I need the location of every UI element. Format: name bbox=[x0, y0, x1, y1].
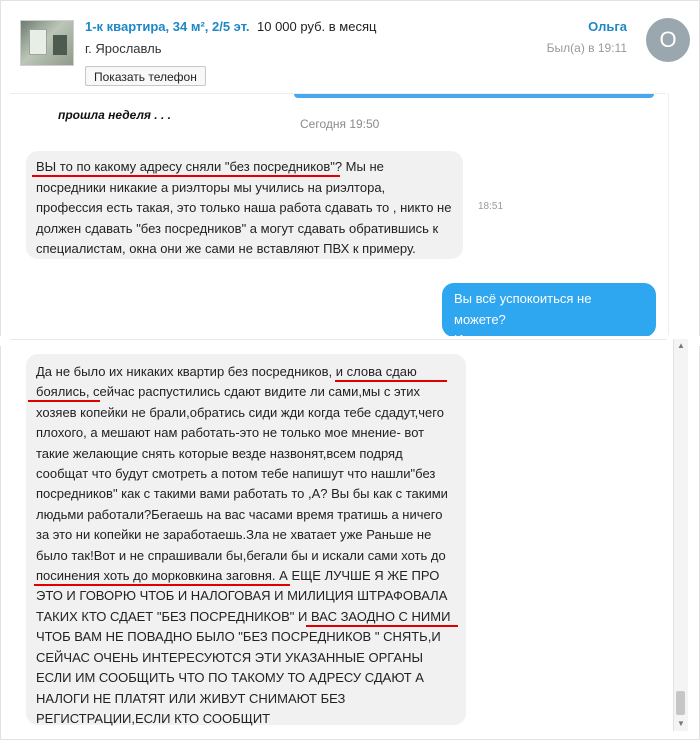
message-line: плохого, а мешают нам работать-это не только мое мнение- вот bbox=[36, 425, 425, 441]
red-underline bbox=[306, 625, 458, 627]
column-divider bbox=[668, 93, 669, 335]
message-line: РЕГИСТРАЦИИ,ЕСЛИ КТО СООБЩИТ bbox=[36, 710, 271, 726]
date-separator: Сегодня 19:50 bbox=[300, 117, 380, 131]
message-line: Да не было их никаких квартир без посредников, и слова сдаю bbox=[36, 364, 417, 379]
message-line: специалистам, окна они же сами не вставляют ПВХ к примеру. bbox=[36, 241, 416, 256]
message-line: Вы всё успокоиться не можете? bbox=[454, 291, 592, 327]
red-underline bbox=[32, 175, 340, 177]
message-line: людьми работали?Бегаешь на вас часами время тратишь а ничего bbox=[36, 506, 443, 522]
message-line: посредники никакие а риэлторы мы учились на риэлтора, bbox=[36, 179, 386, 195]
red-underline bbox=[28, 400, 100, 402]
overlay-note: прошла неделя . . . bbox=[58, 108, 171, 122]
listing-city: г. Ярославль bbox=[85, 41, 162, 56]
message-line: было так!Вот и не спрашивали бы,бегали бы и искали сами хоть до bbox=[36, 547, 446, 563]
user-last-seen: Был(а) в 19:11 bbox=[546, 41, 627, 55]
scrollbar-thumb[interactable] bbox=[676, 691, 685, 715]
message-line: хозяев копейки не брали,обратись сиди жди когда тебе сдадут,чего bbox=[36, 404, 444, 420]
listing-price: 10 000 руб. в месяц bbox=[257, 19, 377, 34]
message-line: посинения хоть до морковкина заговня. А ЕЩЕ ЛУЧШЕ Я ЖЕ ПРО bbox=[36, 568, 440, 584]
message-line: за это ни копейки не заработаешь.Зла не хватает уже Раньше не bbox=[36, 527, 432, 543]
show-phone-button[interactable]: Показать телефон bbox=[85, 66, 206, 86]
message-line: профессия есть такая, это только наша работа сдавать то , никто не bbox=[36, 200, 452, 215]
message-line: ВЫ то по какому адресу сняли "без посредников"? Мы не bbox=[36, 159, 384, 174]
chat-area-top bbox=[10, 93, 666, 336]
red-underline bbox=[34, 584, 290, 586]
scroll-up-arrow-icon[interactable]: ▲ bbox=[677, 341, 685, 350]
user-name-link[interactable]: Ольга bbox=[588, 19, 627, 34]
message-line: ЭТО И ГОВОРЮ ЧТОБ И НАЛОГОВАЯ И МИЛИЦИЯ ШТРАФОВАЛА bbox=[36, 588, 448, 604]
listing-title-link[interactable]: 1-к квартира, 34 м², 2/5 эт. bbox=[85, 19, 250, 34]
message-line: СЕЙЧАС ОЧЕНЬ ИНТЕРЕСУЮТСЯ ЭТИ УКАЗАННЫЕ ОРГАНЫ bbox=[36, 649, 423, 665]
scroll-down-arrow-icon[interactable]: ▼ bbox=[677, 719, 685, 728]
message-line: ТАКИХ КТО СДАЕТ "БЕЗ ПОСРЕДНИКОВ" И ВАС ЗАОДНО С НИМИ bbox=[36, 608, 451, 624]
message-line: ЕСЛИ ИМ СООБЩИТЬ ЧТО ПО ТАКОМУ ТО АДРЕСУ СДАЮТ А bbox=[36, 670, 424, 686]
message-line: такие желающие снять которые везде назвонят,всем подряд bbox=[36, 445, 403, 461]
outgoing-message-1 bbox=[442, 283, 656, 337]
red-underline bbox=[335, 380, 447, 382]
chat-area-bottom bbox=[10, 339, 666, 733]
incoming-message-1 bbox=[26, 151, 463, 259]
message-line: НАЛОГИ НЕ ПЛАТЯТ ИЛИ ЖИВУТ СНИМАЮТ БЕЗ bbox=[36, 690, 346, 706]
user-avatar[interactable]: О bbox=[646, 18, 690, 62]
incoming-message-2 bbox=[26, 354, 466, 725]
message-line: боялись, сейчас распустились сдают видите ли сами,мы с этих bbox=[36, 384, 421, 400]
message-line: должен сдавать "без посредников" а могут сдавать обратившись к bbox=[36, 220, 439, 236]
message-line: ЧТОБ ВАМ НЕ ПОВАДНО БЫЛО "БЕЗ ПОСРЕДНИКОВ " СНЯТЬ,И bbox=[36, 629, 441, 645]
chat-header bbox=[10, 8, 690, 94]
listing-thumbnail[interactable] bbox=[20, 20, 74, 66]
message-time: 18:51 bbox=[478, 201, 504, 212]
previous-outgoing-bubble-edge bbox=[294, 94, 654, 98]
chat-scrollbar[interactable] bbox=[673, 339, 688, 731]
message-line: сообщат что будут смотреть а потом тебе напишут что нашли"без bbox=[36, 466, 436, 482]
message-line: посредников" как с такими вами работать то ,А? Вы бы как с такими bbox=[36, 486, 448, 502]
